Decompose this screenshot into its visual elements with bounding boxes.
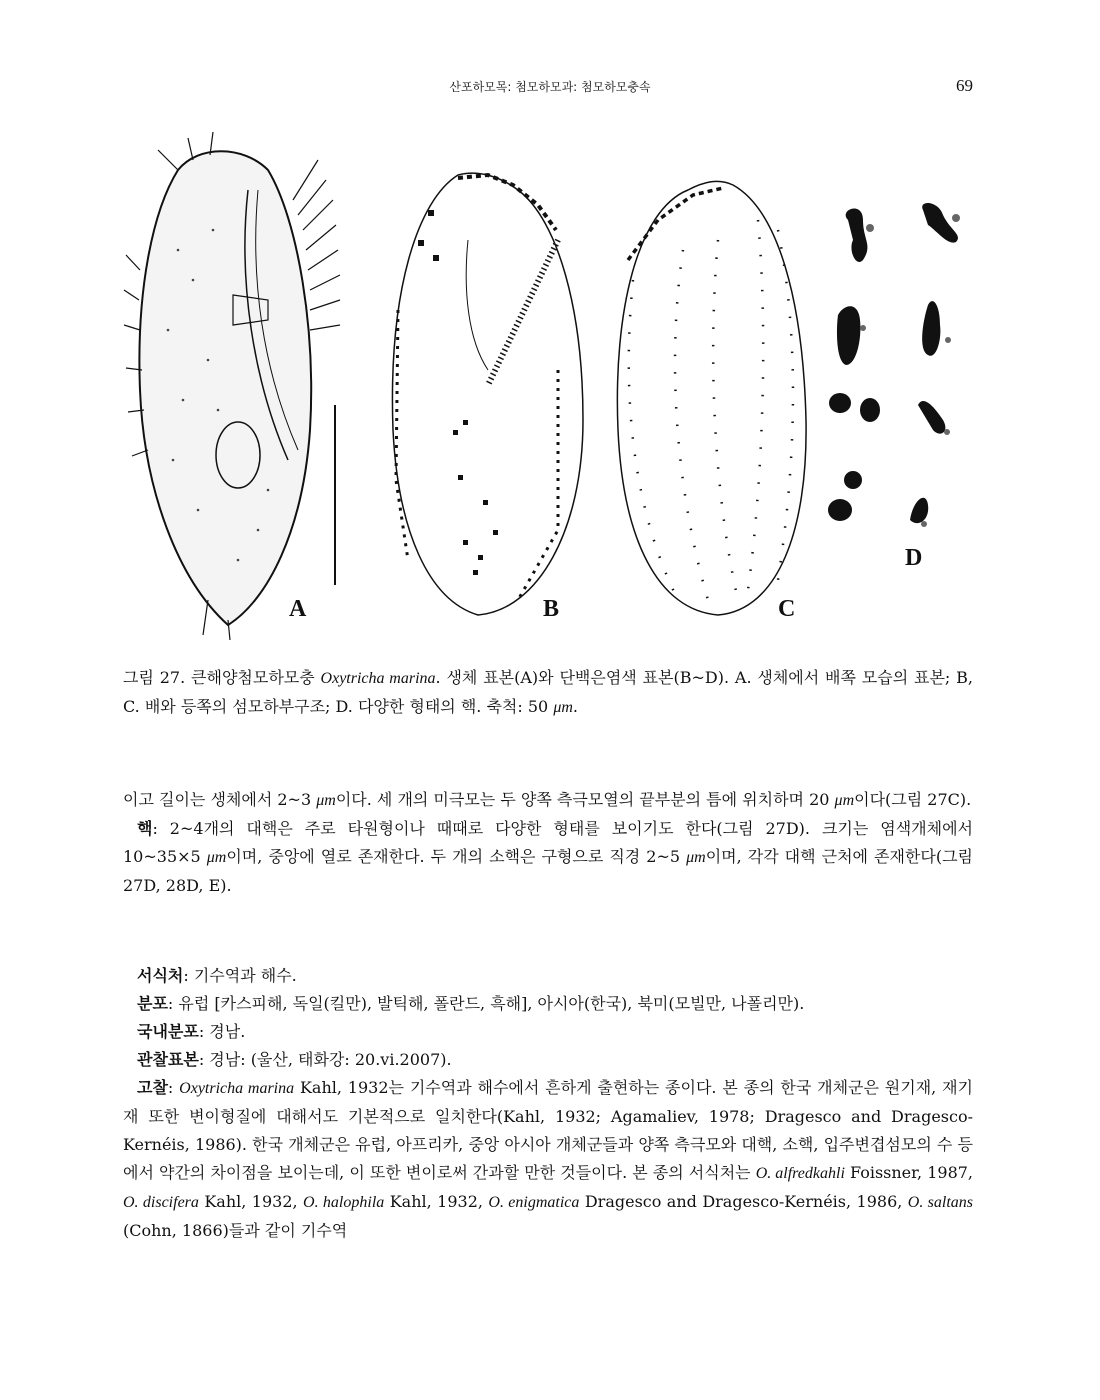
figure-drawing bbox=[118, 130, 988, 650]
remarks-colon: : bbox=[167, 1078, 180, 1097]
panel-b-ventral bbox=[392, 173, 583, 615]
running-head: 산포하모목: 첨모하모과: 첨모하모충속 bbox=[449, 80, 651, 94]
paragraph-1 bbox=[123, 786, 973, 815]
paragraph-nucleus bbox=[123, 815, 973, 900]
caption-unit: μm bbox=[553, 699, 573, 716]
page-number: 69 bbox=[956, 76, 973, 95]
p2-text-c: 이며, 각각 대핵 근처에 존재한다(그림 27D, 28D, E). bbox=[123, 847, 974, 895]
species-discifera: O. discifera bbox=[123, 1194, 199, 1211]
p2-text-a: : 2~4개의 대핵은 주로 타원형이나 때때로 다양한 형태를 보이기도 한다(그림 27D). 크기는 염색개체에서 10~35×5 bbox=[123, 819, 973, 866]
domestic-text: : 경남. bbox=[198, 1022, 246, 1041]
p1-unit: μm bbox=[316, 792, 336, 809]
species-enigmatica: O. enigmatica bbox=[488, 1194, 580, 1211]
distribution-text: : 유럽 [카스피해, 독일(킬만), 발틱해, 폴란드, 흑해], 아시아(한국), 북미(모빌만, 나폴리만). bbox=[167, 994, 805, 1013]
species-saltans: O. saltans bbox=[907, 1194, 974, 1211]
habitat-line bbox=[123, 962, 973, 990]
species-halophila: O. halophila bbox=[303, 1194, 385, 1211]
figure-label-b: B bbox=[543, 596, 560, 622]
domestic-heading: 국내분포 bbox=[137, 1022, 199, 1041]
figure-label-d: D bbox=[905, 545, 923, 571]
habitat-text: : 기수역과 해수. bbox=[183, 966, 297, 985]
page-header bbox=[0, 76, 1100, 96]
author-2: Kahl, 1932, bbox=[198, 1192, 304, 1211]
panel-a-specimen bbox=[124, 132, 340, 640]
p1-unit-2: μm bbox=[834, 792, 855, 809]
nucleus-heading: 핵 bbox=[137, 819, 153, 838]
p1-text-a: 이고 길이는 생체에서 2~3 bbox=[123, 790, 317, 809]
p2-text-b: 이며, 중앙에 열로 존재한다. 두 개의 소핵은 구형으로 직경 2~5 bbox=[226, 847, 687, 866]
distribution-heading: 분포 bbox=[137, 994, 168, 1013]
caption-end: . bbox=[572, 697, 578, 716]
remarks-text: Kahl, 1932는 기수역과 해수에서 흔하게 출현하는 종이다. 본 종의 한국 개체군은 원기재, 재기재 또한 변이형질에 대해서도 기본적으로 일치한다(Kahl, 1932; Agamaliev, 1978; Dragesco and Dragesco-Kernéis, 1986). 한국 개체군은 유럽, 아프리카, 중앙 아시아 개체군들과 양쪽 측극모와 대핵, 소핵, 입주변겹섬모의 수 등에서 약간의 차이점을 보이는데, 이 또한 변이로써 간과할 만한 것들이다. 본 종의 서식처는 bbox=[123, 1078, 973, 1182]
author-5: (Cohn, 1866)들과 같이 기수역 bbox=[123, 1221, 348, 1240]
domestic-line bbox=[123, 1018, 973, 1046]
p1-text-c: 이다(그림 27C). bbox=[854, 790, 972, 809]
species-sections bbox=[123, 962, 973, 1245]
remarks-paragraph bbox=[123, 1074, 973, 1245]
specimen-line bbox=[123, 1046, 973, 1074]
caption-rest: . 생체 표본(A)와 단백은염색 표본(B~D). A. 생체에서 배쪽 모습의 표본; B, C. 배와 등쪽의 섬모하부구조; D. 다양한 형태의 핵. 축척: 50 bbox=[123, 668, 974, 716]
author-3: Kahl, 1932, bbox=[384, 1192, 489, 1211]
distribution-line bbox=[123, 990, 973, 1018]
specimen-text: : 경남: (울산, 태화강: 20.vi.2007). bbox=[198, 1050, 452, 1069]
caption-species: Oxytricha marina bbox=[320, 670, 436, 687]
p1-text-b: 이다. 세 개의 미극모는 두 양쪽 측극모열의 끝부분의 틈에 위치하며 20 bbox=[335, 790, 835, 809]
figure-27 bbox=[118, 130, 988, 650]
author-4: Dragesco and Dragesco-Kernéis, 1986, bbox=[579, 1192, 908, 1211]
author-1: Foissner, 1987, bbox=[844, 1163, 974, 1182]
species-alfredkahli: O. alfredkahli bbox=[755, 1165, 845, 1182]
figure-label-a: A bbox=[289, 596, 307, 622]
figure-caption bbox=[123, 664, 973, 722]
panel-d-nuclei bbox=[828, 203, 960, 527]
p2-unit: μm bbox=[206, 849, 227, 866]
remarks-species: Oxytricha marina bbox=[179, 1080, 295, 1097]
caption-prefix: 그림 27. 큰해양첨모하모충 bbox=[123, 668, 321, 687]
body-text bbox=[123, 786, 973, 900]
figure-label-c: C bbox=[778, 596, 796, 622]
p2-unit-2: μm bbox=[686, 849, 706, 866]
panel-c-dorsal bbox=[617, 181, 806, 615]
specimen-heading: 관찰표본 bbox=[137, 1050, 199, 1069]
remarks-heading: 고찰 bbox=[137, 1078, 168, 1097]
habitat-heading: 서식처 bbox=[137, 966, 184, 985]
